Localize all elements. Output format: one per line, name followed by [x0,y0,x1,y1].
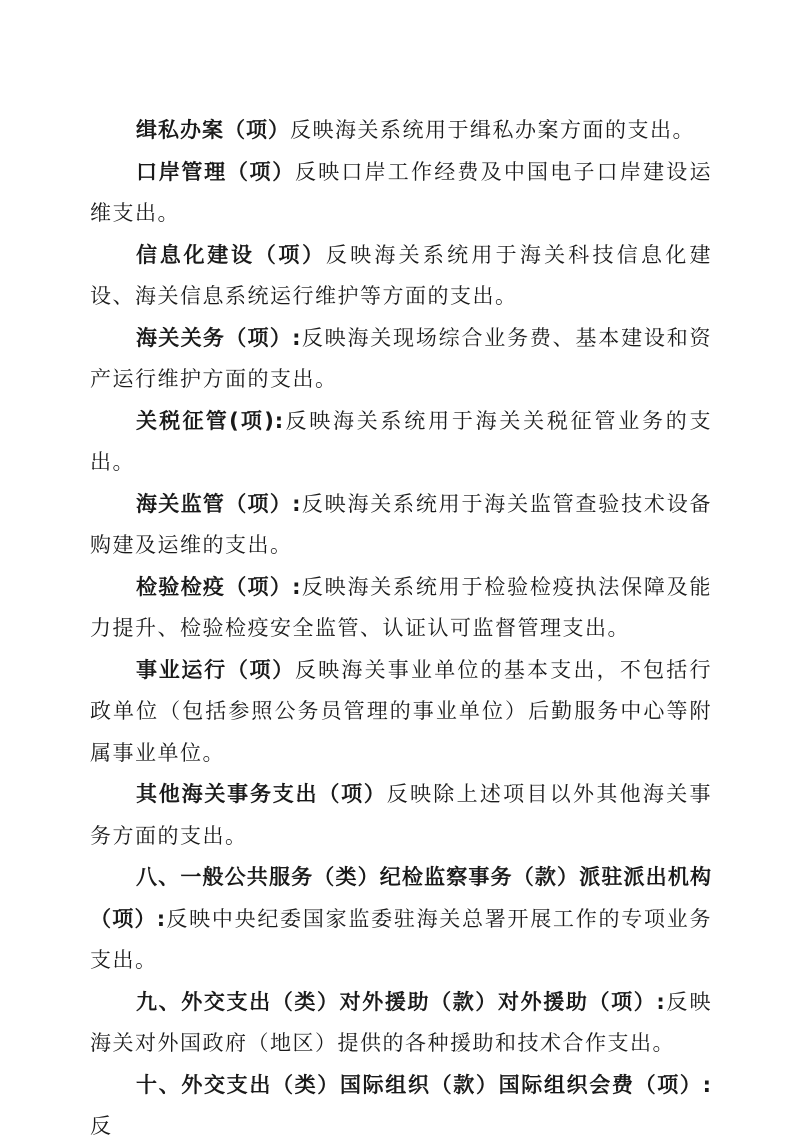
paragraph-informatization [90,235,712,318]
term-description: 反映海关现场综合业务费、基本建设和资产运行维护方面的支出。 [90,325,712,391]
term-description: 反映海关系统用于检验检疫执法保障及能力提升、检验检疫安全监管、认证认可监督管理支出。 [90,574,712,640]
paragraph-section-ten [90,1065,712,1148]
term-label: 海关关务（项）: [136,325,302,350]
paragraph-port-management [90,152,712,235]
term-label: 口岸管理（项） [136,159,295,184]
paragraph-smuggling-case [90,110,712,152]
paragraph-inspection-quarantine [90,567,712,650]
term-label: 信息化建设（项） [136,242,326,267]
document-body [90,110,712,1148]
term-description: 反映海关系统用于海关监管查验技术设备购建及运维的支出。 [90,491,712,557]
term-label: 九、外交支出（类）对外援助（款）对外援助（项）: [136,989,666,1014]
term-label: 十、外交支出（类）国际组织（款）国际组织会费（项）: [136,1072,712,1097]
term-description: 反 [90,1114,113,1138]
term-description: 反映海关对外国政府（地区）提供的各种援助和技术合作支出。 [90,989,712,1055]
term-description: 反映中央纪委国家监委驻海关总署开展工作的专项业务支出。 [90,906,712,972]
paragraph-section-nine [90,982,712,1065]
term-label: 海关监管（项）: [136,491,302,516]
term-label: 检验检疫（项）: [136,574,302,599]
paragraph-institution-operation [90,650,712,775]
term-label: 其他海关事务支出（项） [136,782,387,806]
term-description: 反映海关系统用于海关关税征管业务的支出。 [90,408,713,474]
term-label: 缉私办案（项） [136,118,290,142]
term-label: 事业运行（项） [136,657,295,682]
term-description: 反映海关事业单位的基本支出，不包括行政单位（包括参照公务员管理的事业单位）后勤服务中心等附属事业单位。 [90,657,713,765]
term-label: 八、一般公共服务（类）纪检监察事务（款）派驻派出机构（项）: [90,865,712,931]
paragraph-section-eight [90,857,712,982]
term-description: 反映口岸工作经费及中国电子口岸建设运维支出。 [90,159,713,225]
paragraph-other-customs [90,774,712,857]
paragraph-tariff-collection [90,401,712,484]
term-description: 反映除上述项目以外其他海关事务方面的支出。 [90,782,713,848]
term-label: 关税征管(项): [136,408,285,433]
paragraph-customs-affairs [90,318,712,401]
term-description: 反映海关系统用于缉私办案方面的支出。 [290,118,695,142]
term-description: 反映海关系统用于海关科技信息化建设、海关信息系统运行维护等方面的支出。 [90,242,713,308]
paragraph-customs-supervision [90,484,712,567]
